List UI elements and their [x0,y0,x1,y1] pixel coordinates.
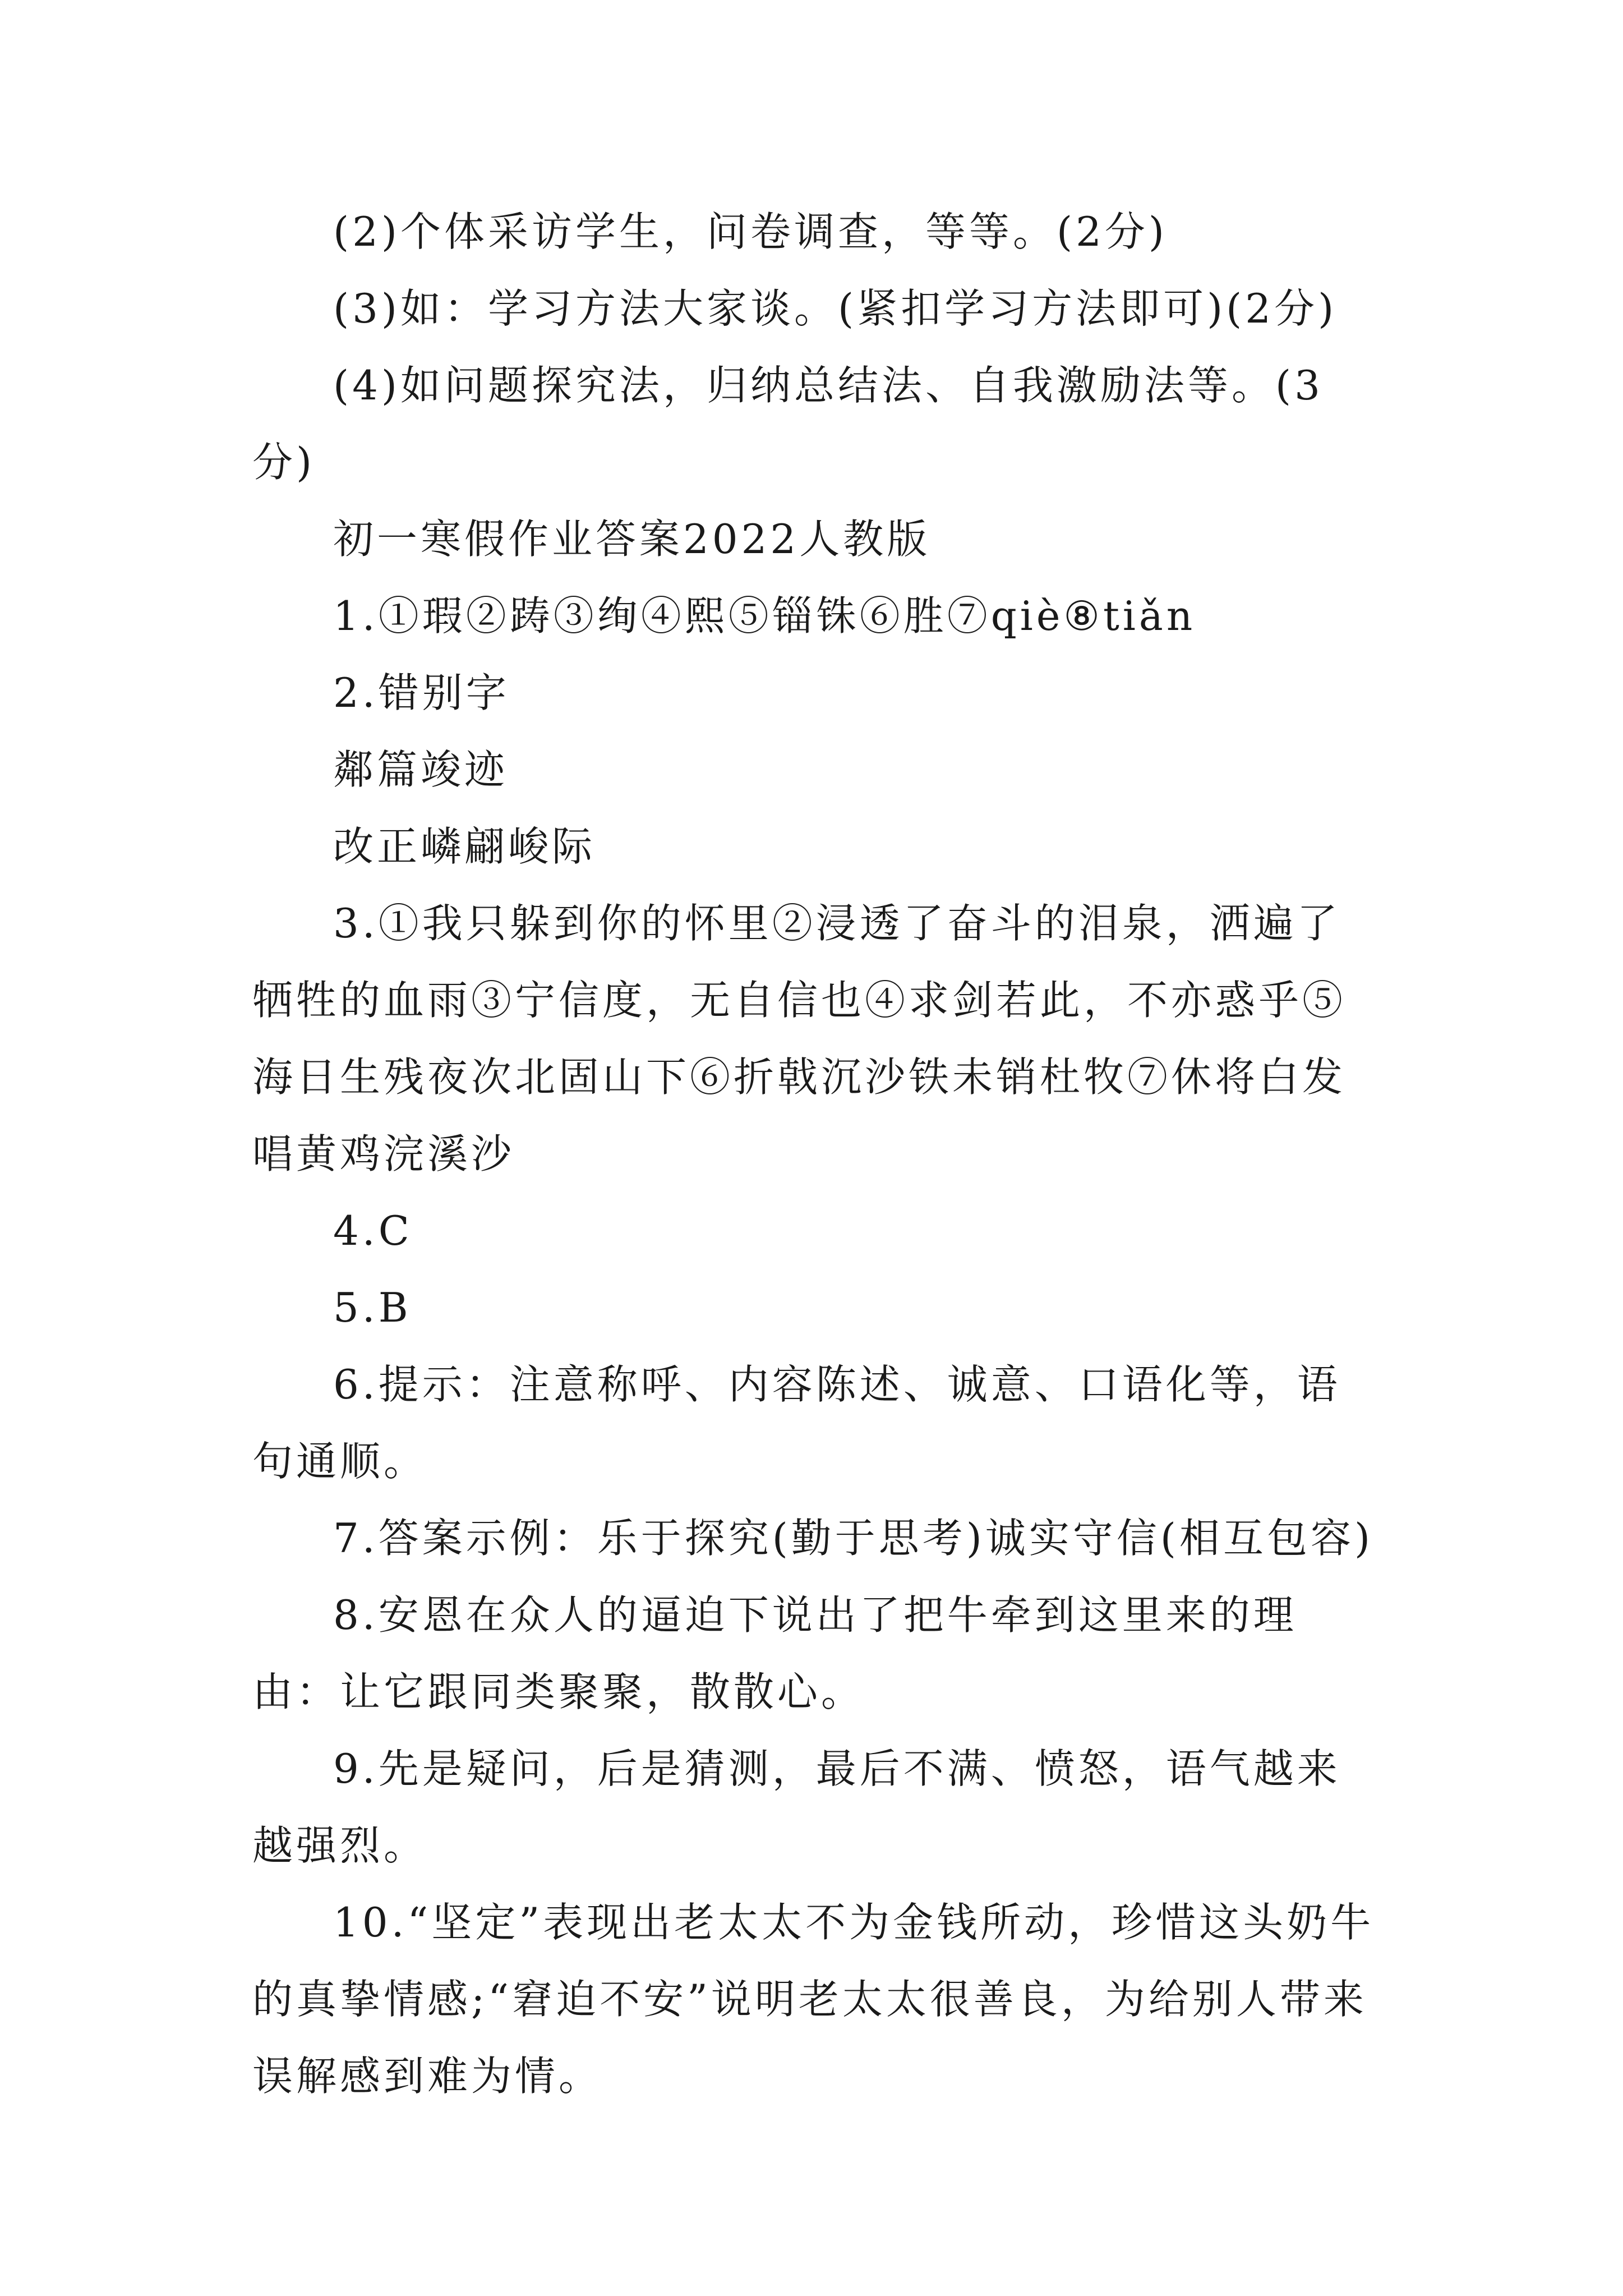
paragraph: (2)个体采访学生，问卷调查，等等。(2分) [333,208,1168,255]
paragraph: 4.C [333,1207,413,1254]
paragraph: 改正嶙翩峻际 [333,823,596,870]
paragraph: 10.“坚定”表现出老太太不为金钱所动，珍惜这头奶牛的真挚情感;“窘迫不安”说明老太太很善良，为给别人带来误解感到难为情。 [252,1899,1375,2100]
paragraph: 9.先是疑问，后是猜测，最后不满、愤怒，语气越来越强烈。 [252,1745,1341,1869]
paragraph: 5.B [333,1284,412,1331]
document-body [252,194,1380,2115]
paragraph: 6.提示：注意称呼、内容陈述、诚意、口语化等，语句通顺。 [252,1361,1341,1485]
paragraph: (3)如：学习方法大家谈。(紧扣学习方法即可)(2分) [333,285,1338,332]
paragraph: 1.①瑕②踌③绚④熙⑤锱铢⑥胜⑦qiè⑧tiǎn [333,592,1196,639]
paragraph: 鄰篇竣迹 [333,746,509,793]
paragraph: 2.错别字 [333,669,510,716]
section-heading: 初一寒假作业答案2022人教版 [333,516,931,563]
paragraph: 8.安恩在众人的逼迫下说出了把牛牵到这里来的理由：让它跟同类聚聚，散散心。 [252,1591,1297,1715]
paragraph: (4)如问题探究法，归纳总结法、自我激励法等。(3分) [252,362,1324,486]
paragraph: 7.答案示例：乐于探究(勤于思考)诚实守信(相互包容) [333,1515,1374,1562]
paragraph: 3.①我只躲到你的怀里②浸透了奋斗的泪泉，洒遍了牺牲的血雨③宁信度，无自信也④求剑若此，不亦惑乎⑤海日生残夜次北固山下⑥折戟沉沙铁未销杜牧⑦休将白发唱黄鸡浣溪沙 [252,900,1347,1177]
